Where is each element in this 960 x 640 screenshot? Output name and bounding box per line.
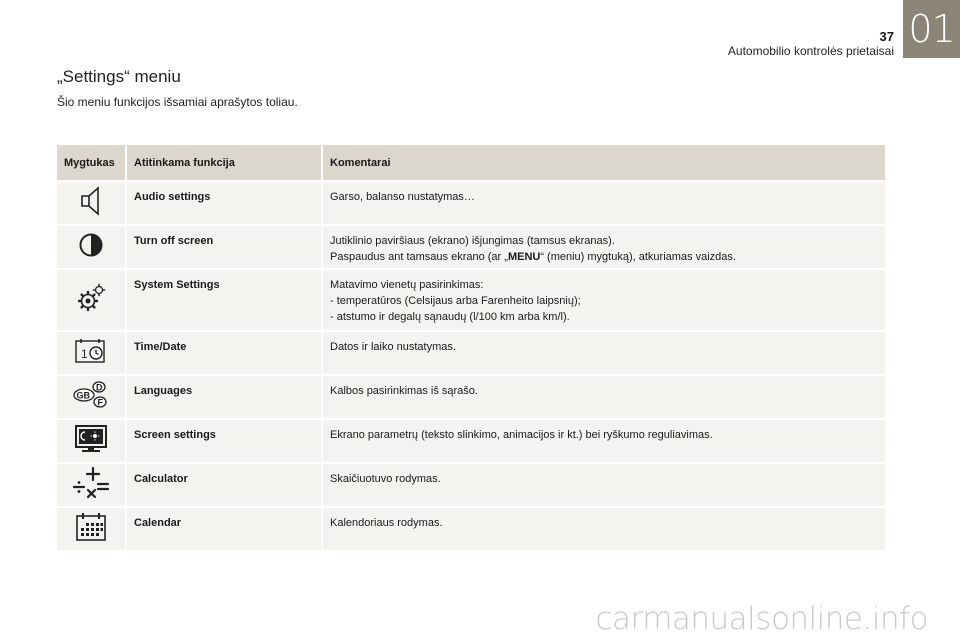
intro-text: Šio meniu funkcijos išsamiai aprašytos toliau. <box>57 95 298 109</box>
function-name: Audio settings <box>127 180 323 224</box>
icon-cell <box>57 224 127 268</box>
comment-cell <box>323 462 885 506</box>
menu-keyword: MENU <box>507 251 541 263</box>
comment-cell <box>323 180 885 224</box>
comment-line: Ekrano parametrų (teksto slinkimo, animacijos ir kt.) bei ryškumo reguliavimas. <box>330 429 713 441</box>
icon-cell <box>57 506 127 550</box>
icon-cell <box>57 268 127 330</box>
contrast-icon <box>78 232 104 263</box>
column-header-function: Atitinkama funkcija <box>127 145 323 180</box>
page-number: 37 <box>879 29 894 44</box>
comment-cell <box>323 506 885 550</box>
icon-cell <box>57 180 127 224</box>
comment-cell <box>323 418 885 462</box>
table-row <box>57 330 885 374</box>
chapter-tab: 01 <box>903 0 960 58</box>
table-row <box>57 180 885 224</box>
comment-line: Kalendoriaus rodymas. <box>330 517 443 529</box>
gears-icon <box>76 283 106 318</box>
comment-cell <box>323 224 885 268</box>
languages-icon <box>71 380 111 415</box>
calendar-clock-icon <box>74 337 108 370</box>
settings-table <box>57 145 885 550</box>
function-name: Calculator <box>127 462 323 506</box>
screen-settings-icon <box>74 424 108 459</box>
comment-cell <box>323 374 885 418</box>
icon-cell <box>57 330 127 374</box>
comment-cell <box>323 268 885 330</box>
icon-cell <box>57 462 127 506</box>
column-header-button: Mygtukas <box>57 145 127 180</box>
function-name: Screen settings <box>127 418 323 462</box>
function-name: System Settings <box>127 268 323 330</box>
table-row <box>57 224 885 268</box>
calendar-day-label: 1 <box>81 346 88 361</box>
comment-line: Garso, balanso nustatymas… <box>330 191 475 203</box>
comment-cell <box>323 330 885 374</box>
comment-line: Skaičiuotuvo rodymas. <box>330 473 441 485</box>
watermark: carmanualsonline.info <box>595 601 928 637</box>
column-header-comments: Komentarai <box>323 145 885 180</box>
comment-text: Paspaudus ant tamsaus ekrano (ar „ <box>330 251 508 263</box>
table-row <box>57 374 885 418</box>
lang-d-label: D <box>96 382 103 392</box>
calculator-icon <box>72 466 110 505</box>
icon-cell <box>57 418 127 462</box>
function-name: Calendar <box>127 506 323 550</box>
comment-line: Kalbos pasirinkimas iš sąrašo. <box>330 385 478 397</box>
function-name: Languages <box>127 374 323 418</box>
table-row <box>57 506 885 550</box>
lang-gb-label: GB <box>76 390 90 400</box>
function-name: Time/Date <box>127 330 323 374</box>
comment-line: Matavimo vienetų pasirinkimas: <box>330 279 484 291</box>
comment-bullet: - atstumo ir degalų sąnaudų (l/100 km arba km/l). <box>330 311 570 323</box>
chapter-title: Automobilio kontrolės prietaisai <box>727 44 894 58</box>
calendar-icon <box>75 512 107 547</box>
speaker-icon <box>79 186 103 221</box>
comment-text: “ (meniu) mygtuką), atkuriamas vaizdas. <box>540 251 736 263</box>
table-header-row <box>57 145 885 180</box>
table-row <box>57 268 885 330</box>
comment-line <box>330 249 878 265</box>
table-row <box>57 462 885 506</box>
comment-line: Jutiklinio paviršiaus (ekrano) išjungimas (tamsus ekranas). <box>330 235 615 247</box>
icon-cell <box>57 374 127 418</box>
page-heading: „Settings“ meniu <box>57 67 181 86</box>
comment-bullet: - temperatūros (Celsijaus arba Farenheito laipsnių); <box>330 295 581 307</box>
comment-line: Datos ir laiko nustatymas. <box>330 341 456 353</box>
lang-f-label: F <box>97 397 103 407</box>
function-name: Turn off screen <box>127 224 323 268</box>
table-row <box>57 418 885 462</box>
